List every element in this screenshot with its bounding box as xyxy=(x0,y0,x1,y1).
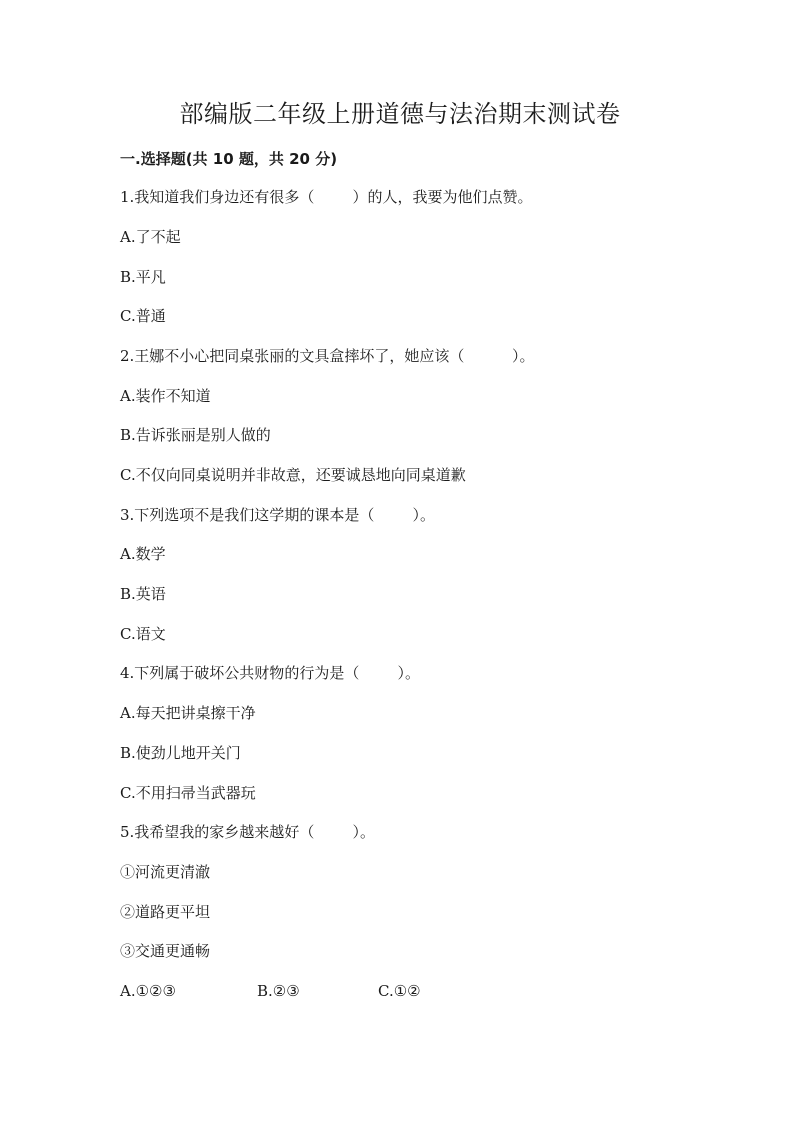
question-4-option-a: A.每天把讲桌擦干净 xyxy=(120,704,256,722)
question-5-options xyxy=(120,981,680,1001)
question-1-option-c: C.普通 xyxy=(120,307,166,325)
section-heading: 一.选择题(共 10 题，共 20 分) xyxy=(120,150,338,168)
question-3-option-b: B.英语 xyxy=(120,585,166,603)
question-2-stem: 2.王娜不小心把同桌张丽的文具盒摔坏了，她应该（ ）。 xyxy=(120,347,535,365)
question-3-option-c: C.语文 xyxy=(120,625,166,643)
question-1-option-a: A.了不起 xyxy=(120,228,181,246)
question-1-stem: 1.我知道我们身边还有很多（ ）的人，我要为他们点赞。 xyxy=(120,188,533,206)
question-5-option-b: B.②③ xyxy=(257,982,300,1000)
question-3-stem: 3.下列选项不是我们这学期的课本是（ ）。 xyxy=(120,506,435,524)
question-5-statement-2: ②道路更平坦 xyxy=(120,903,211,921)
question-2-option-c: C.不仅向同桌说明并非故意，还要诚恳地向同桌道歉 xyxy=(120,466,466,484)
question-5-statement-1: ①河流更清澈 xyxy=(120,863,211,881)
question-4-option-c: C.不用扫帚当武器玩 xyxy=(120,784,256,802)
question-4-option-b: B.使劲儿地开关门 xyxy=(120,744,241,762)
question-3-option-a: A.数学 xyxy=(120,545,166,563)
question-2-option-a: A.装作不知道 xyxy=(120,387,211,405)
page-title: 部编版二年级上册道德与法治期末测试卷 xyxy=(179,100,621,128)
question-5-stem: 5.我希望我的家乡越来越好（ ）。 xyxy=(120,823,375,841)
question-1-option-b: B.平凡 xyxy=(120,268,166,286)
question-5-statement-3: ③交通更通畅 xyxy=(120,942,211,960)
question-5-option-a: A.①②③ xyxy=(120,982,176,1000)
question-2-option-b: B.告诉张丽是别人做的 xyxy=(120,426,271,444)
question-4-stem: 4.下列属于破坏公共财物的行为是（ ）。 xyxy=(120,664,420,682)
question-5-option-c: C.①② xyxy=(378,982,421,1000)
